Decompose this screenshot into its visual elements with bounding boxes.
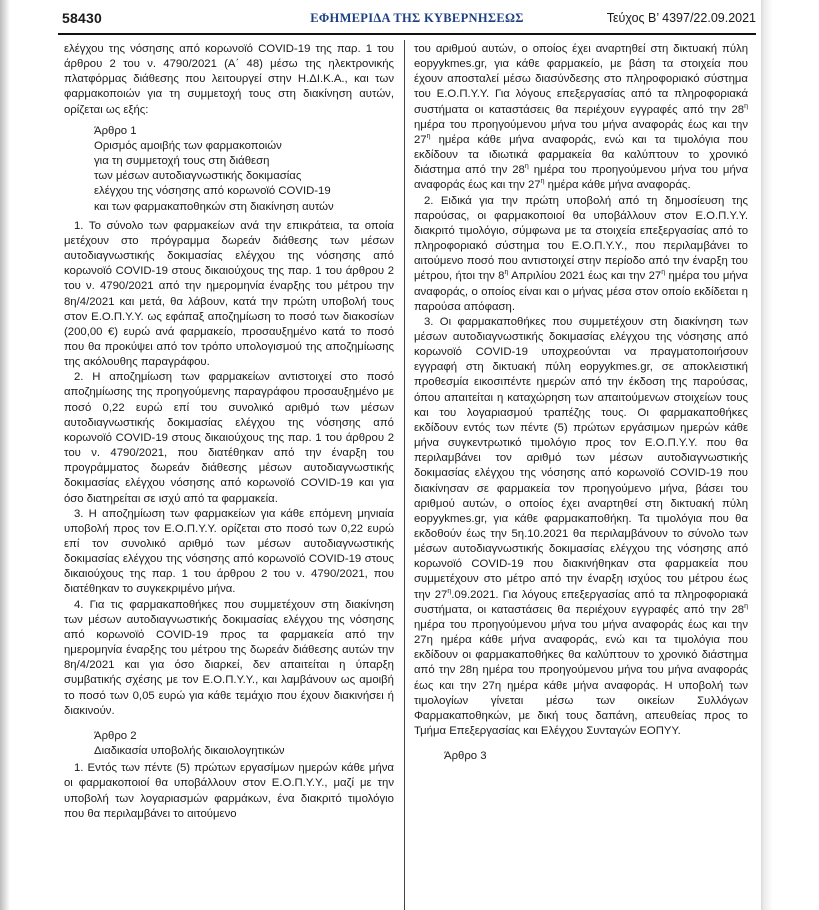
article-1-subtitle-line: των μέσων αυτοδιαγνωστικής δοκιμασίας xyxy=(94,170,302,183)
article-1-subtitle-line: Ορισμός αμοιβής των φαρμακοποιών xyxy=(94,139,282,152)
header-rule xyxy=(58,33,756,35)
left-column xyxy=(64,42,394,822)
article-2-paragraph-1-continued: του αριθμού αυτών, ο οποίος έχει αναρτηθεί στη δικτυακή πύλη eopyykmes.gr, για κάθε φαρμακείο, με βάση τα στοιχεία που έχουν αποσταλεί μέσω διασύνδεσης στο πληροφοριακό σύστημα του Ε.Ο.Π.Υ.Υ. Για λόγους επεξεργασίας από τα πληροφοριακά συστήματα οι καταστάσεις θα περιέχουν εγγραφές από την $28^\eta$ ημέρα του προηγούμενου μήνα του μήνα αναφοράς έως και την $27^\eta$ ημέρα κάθε μήνα αναφοράς, ενώ και τα τιμολόγια που εκδίδουν τα ιδιωτικά φαρμακεία θα καλύπτουν το χρονικό διάστημα από την $28^\eta$ ημέρα του προηγούμενου μήνα του μήνα αναφοράς έως και την $27^\eta$ ημέρα κάθε μήνα αναφοράς. xyxy=(414,43,748,192)
viewer-left-shadow xyxy=(0,0,10,910)
article-2-paragraph-2: 2. Ειδικά για την πρώτη υποβολή από τη δημοσίευση της παρούσας, οι φαρμακοποιοί θα υποβάλλουν στον Ε.Ο.Π.Υ.Υ. διακριτό τιμολόγιο, σύμφωνα με τα στοιχεία επεξεργασίας από το πληροφοριακό σύστημα του Ε.Ο.Π.Υ.Υ., που περιλαμβάνει το αιτούμενο ποσό που αντιστοιχεί στην περίοδο από την έναρξη του μέτρου, ήτοι την $8^\eta$ Απριλίου 2021 έως και την $27^\eta$ ημέρα του μήνα αναφοράς, ο οποίος είναι και ο μήνας μέσα στον οποίο εκδίδεται η παρούσα απόφαση. xyxy=(414,194,748,313)
intro-paragraph: ελέγχου της νόσησης από κορωνοϊό COVID-19 της παρ. 1 του άρθρου 2 του ν. 4790/2021 (Α΄ 48) μέσω της ηλεκτρονικής πλατφόρμας διάθεσης που λειτουργεί στην Η.ΔΙ.Κ.Α., και των φαρμακοποιών για τη συμμετοχή τους στη διακίνηση αυτών, ορίζεται ως εξής: xyxy=(64,43,394,116)
article-1-title: Άρθρο 1 xyxy=(94,124,137,137)
column-divider xyxy=(404,40,405,910)
right-column xyxy=(414,42,748,764)
article-1-subtitle-line: ελέγχου της νόσησης από κορωνοϊό COVID-19 xyxy=(94,185,331,198)
article-2-subtitle: Διαδικασία υποβολής δικαιολογητικών xyxy=(94,745,285,758)
article-2-paragraph-1: 1. Εντός των πέντε (5) πρώτων εργασίμων ημερών κάθε μήνα οι φαρμακοποιοί θα υποβάλλουν στον Ε.Ο.Π.Υ.Υ., μαζί με την υποβολή των λογαριασμών φαρμάκων, ένα διακριτό τιμολόγιο που θα περιλαμβάνει το αιτούμενο xyxy=(64,762,394,820)
viewer-right-gutter xyxy=(761,0,819,910)
article-1-paragraph-4: 4. Για τις φαρμακαποθήκες που συμμετέχουν στη διακίνηση των μέσων αυτοδιαγνωστικής δοκιμασίας ελέγχου της νόσησης από κορωνοϊό COVID-19 προς τα φαρμακεία από την ημερομηνία έναρξης του μέτρου της δωρεάν διάθεσης αυτών την 8η/4/2021 και για όσο διαρκεί, δεν απαιτείται η ύπαρξη συμβατικής σχέσης με τον Ε.Ο.Π.Υ.Υ., και λαμβάνουν ως αμοιβή το ποσό των 0,05 ευρώ για κάθε τεμάχιο που έχουν διακινήσει ή διακινούν. xyxy=(64,598,394,717)
document-page xyxy=(58,0,758,910)
gazette-title: ΕΦΗΜΕΡΙΔΑ ΤΗΣ ΚΥΒΕΡΝΗΣΕΩΣ xyxy=(310,11,524,25)
article-2-title: Άρθρο 2 xyxy=(94,729,137,742)
article-1-paragraph-1: 1. Το σύνολο των φαρμακείων ανά την επικράτεια, τα οποία μετέχουν στο πρόγραμμα δωρεάν διάθεσης των μέσων αυτοδιαγνωστικής δοκιμασίας ελέγχου της νόσησης από κορωνοϊό COVID-19 στους δικαιούχους της παρ. 1 του άρθρου 2 του ν. 4790/2021 από την ημερομηνία έναρξης του μέτρου την 8η/4/2021 και μετά, θα λάβουν, κατά την πρώτη υποβολή τους στον Ε.Ο.Π.Υ.Υ. ως εφάπαξ αποζημίωση το ποσό των διακοσίων (200,00 €) ευρώ ανά φαρμακείο, προσαυξημένο κατά το ποσό που θα προκύψει από τον τρόπο υπολογισμού της αποζημίωσης της ακόλουθης παραγράφου. xyxy=(64,219,394,369)
page-header xyxy=(62,10,756,32)
article-1-paragraph-2: 2. Η αποζημίωση των φαρμακείων αντιστοιχεί στο ποσό αποζημίωσης της προηγούμενης παραγράφου προσαυξημένο με ποσό 0,22 ευρώ επί του συνολικό αριθμό των μέσων αυτοδιαγνωστικής δοκιμασίας ελέγχου της νόσησης από κορωνοϊό COVID-19 στους δικαιούχους της παρ. 1 του άρθρου 2 του ν. 4790/2021, που διατέθηκαν από την έναρξη του προγράμματος δωρεάν διάθεσης μέσων αυτοδιαγνωστικής δοκιμασίας ελέγχου νόσησης από κορωνοϊό COVID-19 και για όσο διατηρείται σε ισχύ από τα φαρμακεία. xyxy=(64,371,394,505)
page-number: 58430 xyxy=(62,10,102,26)
article-1-subtitle-line: για τη συμμετοχή τους στη διάθεση xyxy=(94,155,270,168)
article-1-heading xyxy=(94,124,394,215)
article-3-title: Άρθρο 3 xyxy=(444,750,487,763)
article-1-subtitle-line: και των φαρμακαποθηκών στη διακίνηση αυτών xyxy=(94,200,334,213)
article-2-paragraph-3: 3. Οι φαρμακαποθήκες που συμμετέχουν στη διακίνηση των μέσων αυτοδιαγνωστικής δοκιμασίας ελέγχου της νόσησης από κορωνοϊό COVID-19 υποχρεούνται να πραγματοποιήσουν εγγραφή στη δικτυακή πύλη eopyykmes.gr, σε αποκλειστική προθεσμία εικοσιπέντε ημερών από την έκδοση της παρούσας, όπου απαιτείται η καταχώρηση των απαιτούμενων στοιχείων τους και του λογαριασμού τραπέζης τους. Οι φαρμακαποθήκες εκδίδουν εντός των πέντε (5) πρώτων εργάσιμων ημερών κάθε μήνα συγκεντρωτικό τιμολόγιο προς τον Ε.Ο.Π.Υ.Υ. που θα περιλαμβάνει τον αριθμό των μέσων αυτοδιαγνωστικής δοκιμασίας ελέγχου της νόσησης από κορωνοϊό COVID-19 που διακίνησαν σε φαρμακεία τον προηγούμενο μήνα, βάσει του αριθμού αυτών, ο οποίος έχει αναρτηθεί στη δικτυακή πύλη eopyykmes.gr, για κάθε φαρμακαποθήκη. Τα τιμολόγια που θα εκδοθούν έως την 5η.10.2021 θα περιλαμβάνουν το σύνολο των μέσων αυτοδιαγνωστικής δοκιμασίας ελέγχου της νόσησης από κορωνοϊό COVID-19 που διακινήθηκαν στα φαρμακεία που συμμετέχουν στο μέτρο από την έναρξη ισχύος του μέτρου έως την $27^\eta.09.2021$. Για λόγους επεξεργασίας από τα πληροφοριακά συστήματα, οι καταστάσεις θα περιέχουν εγγραφές από την $28^\eta$ ημέρα του προηγούμενου μήνα του μήνα αναφοράς έως και την 27η ημέρα κάθε μήνα αναφοράς, ενώ και τα τιμολόγια που εκδίδουν οι φαρμακαποθήκες θα καλύπτουν το χρονικό διάστημα από την 28η ημέρα του προηγούμενου μήνα του μήνα αναφοράς έως και την 27η ημέρα κάθε μήνα αναφοράς. Η υποβολή των τιμολογίων γίνεται μέσω των οικείων Συλλόγων Φαρμακαποθηκών, με δική τους δαπάνη, απευθείας προς το Τμήμα Επεξεργασίας και Ελέγχου Συνταγών ΕΟΠΥΥ. xyxy=(414,315,748,738)
issue-reference: Τεύχος B’ 4397/22.09.2021 xyxy=(606,11,756,25)
article-1-paragraph-3: 3. Η αποζημίωση των φαρμακείων για κάθε επόμενη μηνιαία υποβολή προς τον Ε.Ο.Π.Υ.Υ. ορίζεται στο ποσό των 0,22 ευρώ επί τον συνολικό αριθμό των μέσων αυτοδιαγνωστικής δοκιμασίας ελέγχου της νόσησης από κορωνοϊό COVID-19 στους δικαιούχους της παρ. 1 του άρθρου 2 του ν. 4790/2021, που διατέθηκαν το συγκεκριμένο μήνα. xyxy=(64,507,394,596)
